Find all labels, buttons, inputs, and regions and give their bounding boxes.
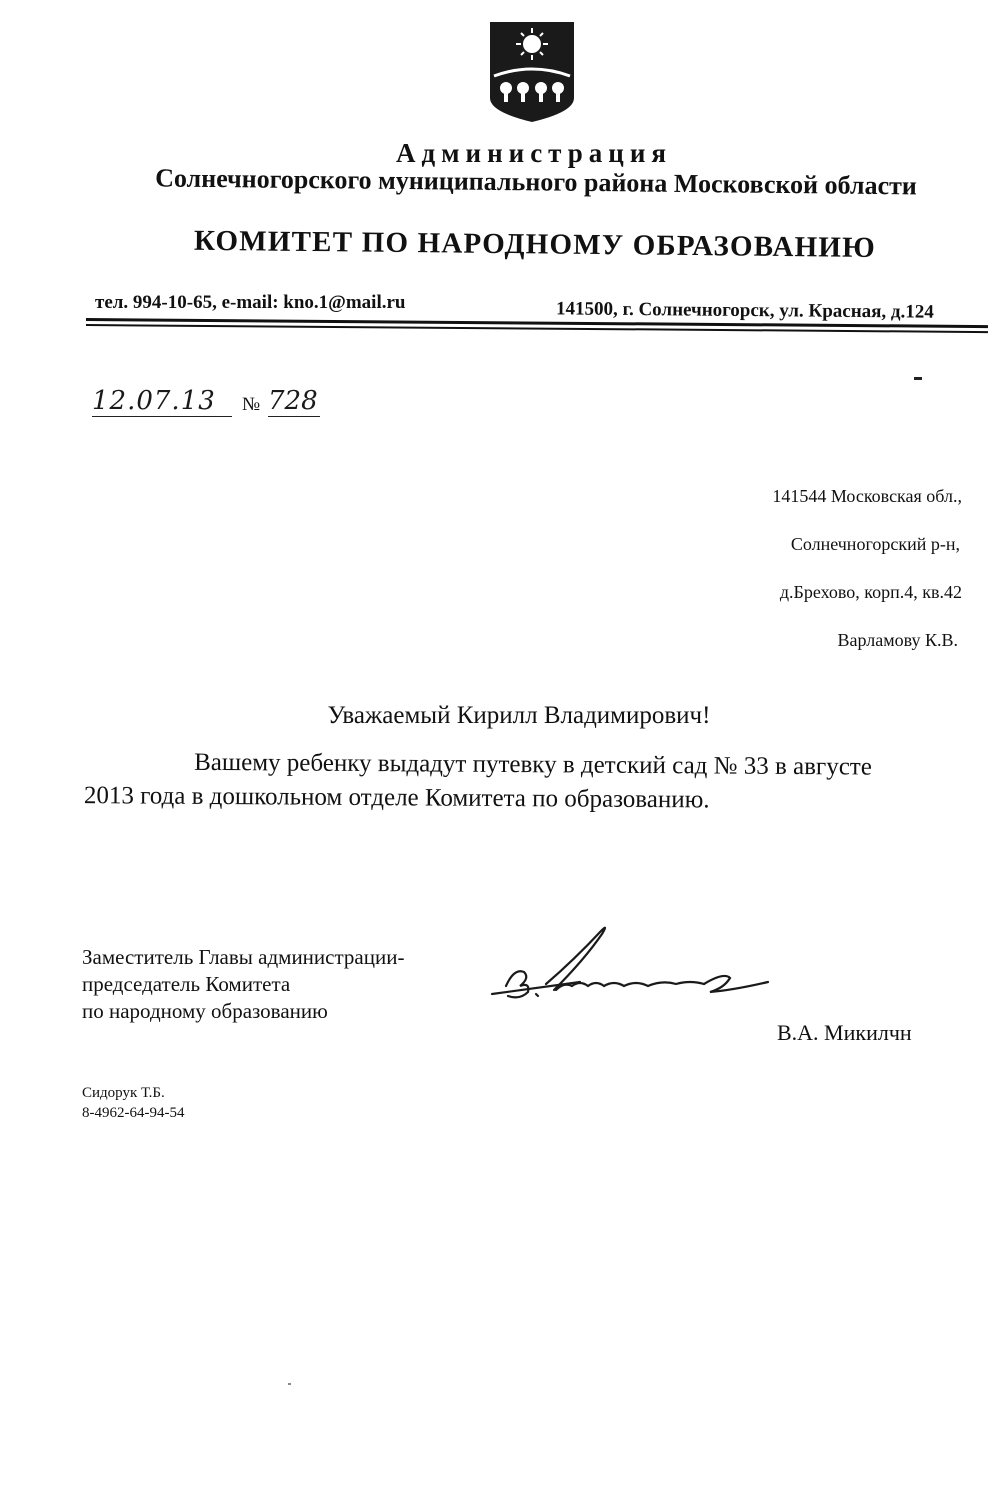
contacts-phone-email: тел. 994-10-65, e-mail: kno.1@mail.ru (95, 292, 406, 313)
recipient-line-3: д.Брехово, корп.4, кв.42 (779, 582, 962, 602)
signer-title-line-1: Заместитель Главы администрации- (82, 945, 405, 969)
header-district: Солнечногорского муниципального района Московской области (155, 163, 917, 201)
scan-mark (914, 377, 922, 380)
reference-number: 728 (268, 386, 320, 417)
coat-of-arms-icon (488, 20, 576, 124)
executor (82, 1083, 184, 1123)
signer-title-line-2: председатель Комитета (82, 972, 291, 996)
recipient-line-4: Варламову К.В. (837, 630, 958, 650)
signer-name: В.А. Микилчн (777, 1020, 912, 1045)
handwritten-signature-icon (484, 920, 774, 1010)
reference-number-sign: № (242, 394, 261, 415)
letter-greeting: Уважаемый Кирилл Владимирович! (327, 702, 711, 729)
recipient-line-1: 141544 Московская обл., (772, 486, 962, 506)
contacts-address: 141500, г. Солнечногорск, ул. Красная, д.124 (555, 298, 934, 323)
header-committee: КОМИТЕТ ПО НАРОДНОМУ ОБРАЗОВАНИЮ (193, 224, 877, 264)
scan-speck (288, 1383, 291, 1385)
signer-title (82, 944, 404, 1025)
executor-name: Сидорук Т.Б. (82, 1085, 165, 1101)
letter-body (84, 745, 920, 819)
header-administration: Администрация (395, 138, 673, 168)
letter-body-text: Вашему ребенку выдадут путевку в детский сад № 33 в августе 2013 года в дошкольном отделе Комитета по образованию. (83, 748, 872, 814)
executor-phone: 8-4962-64-94-54 (82, 1105, 185, 1121)
reference-date: 12.07.13 (92, 386, 232, 417)
signer-title-line-3: по народному образованию (82, 999, 328, 1023)
recipient-line-2: Солнечногорский р-н, (790, 534, 960, 554)
